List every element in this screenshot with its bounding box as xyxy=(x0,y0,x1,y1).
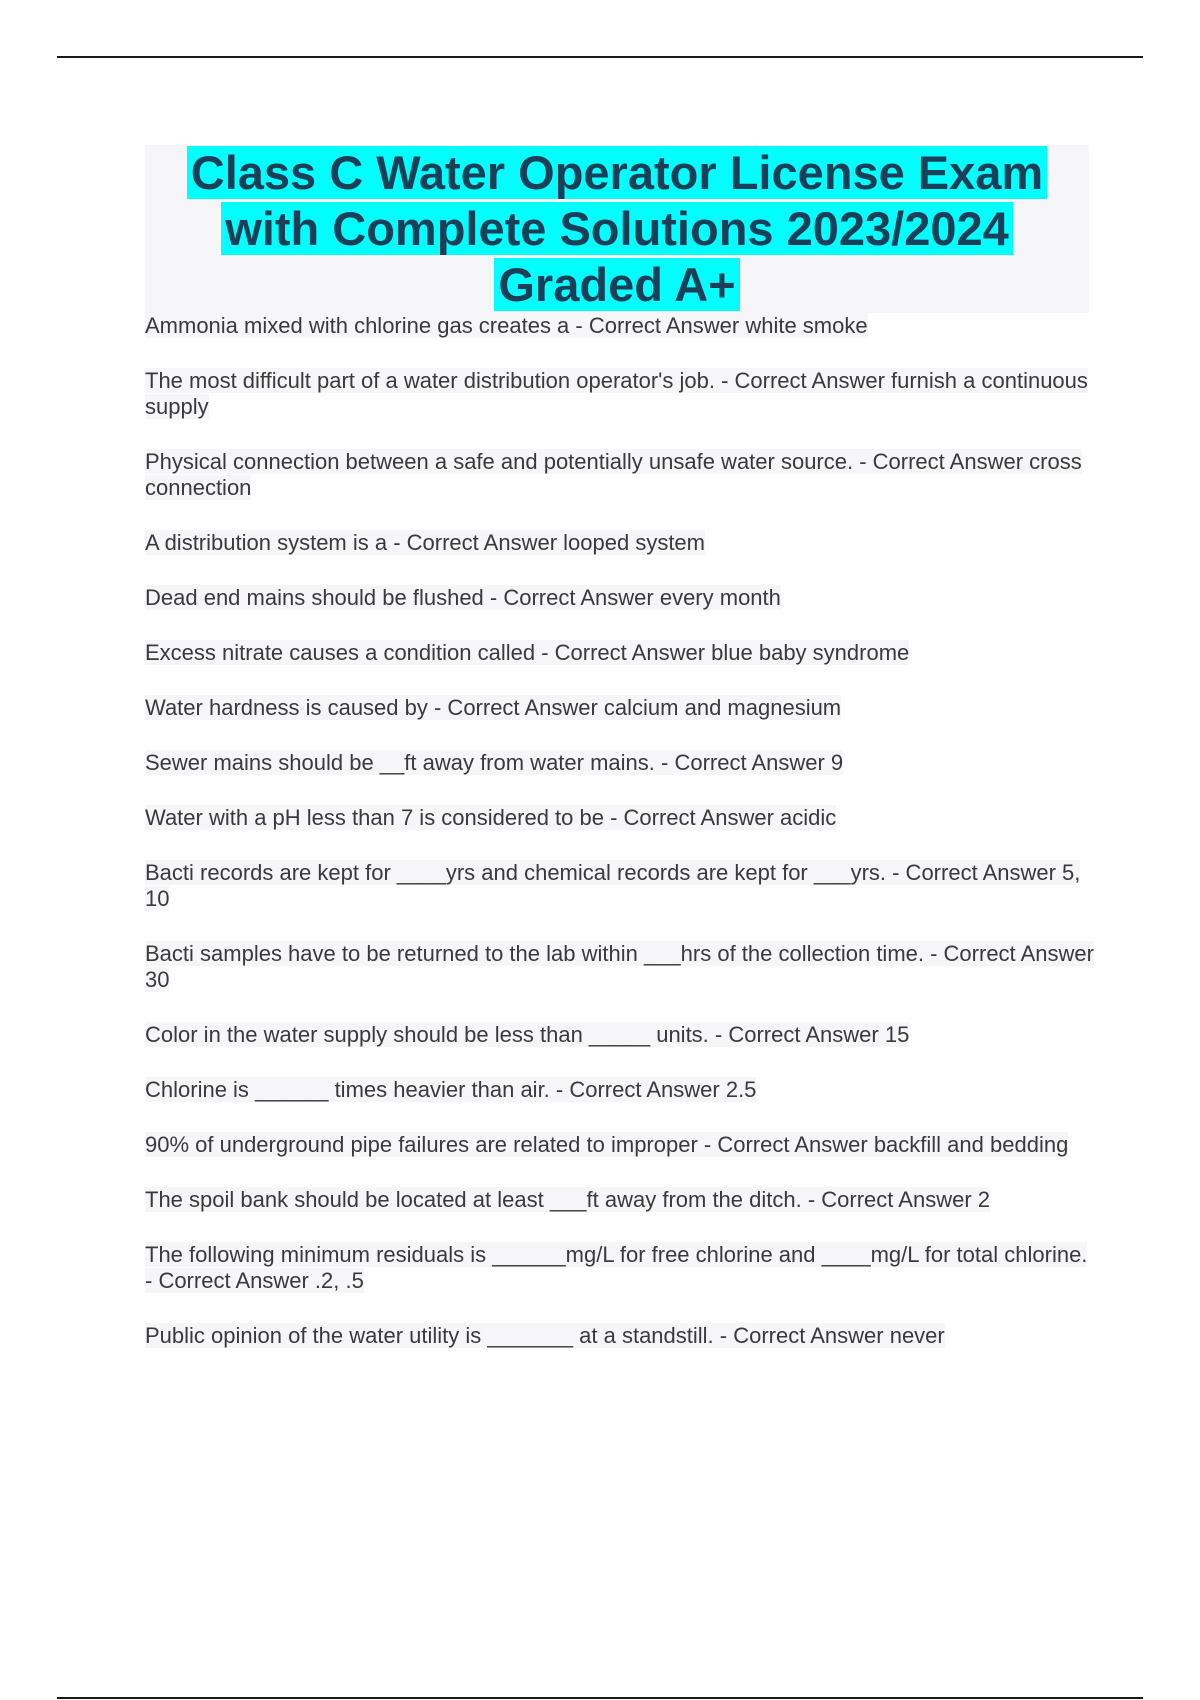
list-item: Sewer mains should be __ft away from water mains. - Correct Answer 9 xyxy=(145,750,844,775)
list-item: Public opinion of the water utility is _______ at a standstill. - Correct Answer never xyxy=(145,1323,945,1348)
list-item: Excess nitrate causes a condition called - Correct Answer blue baby syndrome xyxy=(145,640,910,665)
top-rule xyxy=(57,56,1143,58)
list-item: The spoil bank should be located at least ___ft away from the ditch. - Correct Answer 2 xyxy=(145,1187,991,1212)
list-item: Bacti samples have to be returned to the lab within ___hrs of the collection time. - Correct Answer 30 xyxy=(145,941,1094,992)
list-item: The following minimum residuals is ______mg/L for free chlorine and ____mg/L for total chlorine. - Correct Answer .2, .5 xyxy=(145,1242,1088,1293)
document-title xyxy=(145,145,1089,313)
list-item: Bacti records are kept for ____yrs and chemical records are kept for ___yrs. - Correct Answer 5, 10 xyxy=(145,860,1081,911)
question-answer-list xyxy=(145,313,1095,1378)
list-item: Physical connection between a safe and potentially unsafe water source. - Correct Answer cross connection xyxy=(145,449,1082,500)
list-item: Chlorine is ______ times heavier than air. - Correct Answer 2.5 xyxy=(145,1077,757,1102)
title-highlight: Class C Water Operator License Exam with Complete Solutions 2023/2024 Graded A+ xyxy=(187,146,1047,311)
list-item: Color in the water supply should be less than _____ units. - Correct Answer 15 xyxy=(145,1022,910,1047)
list-item: 90% of underground pipe failures are related to improper - Correct Answer backfill and bedding xyxy=(145,1132,1069,1157)
list-item: Dead end mains should be flushed - Correct Answer every month xyxy=(145,585,781,610)
list-item: The most difficult part of a water distribution operator's job. - Correct Answer furnish a continuous supply xyxy=(145,368,1088,419)
list-item: A distribution system is a - Correct Answer looped system xyxy=(145,530,705,555)
title-block xyxy=(145,145,1089,313)
bottom-rule xyxy=(57,1697,1143,1699)
list-item: Water with a pH less than 7 is considered to be - Correct Answer acidic xyxy=(145,805,837,830)
list-item: Ammonia mixed with chlorine gas creates a - Correct Answer white smoke xyxy=(145,313,868,338)
list-item: Water hardness is caused by - Correct Answer calcium and magnesium xyxy=(145,695,842,720)
